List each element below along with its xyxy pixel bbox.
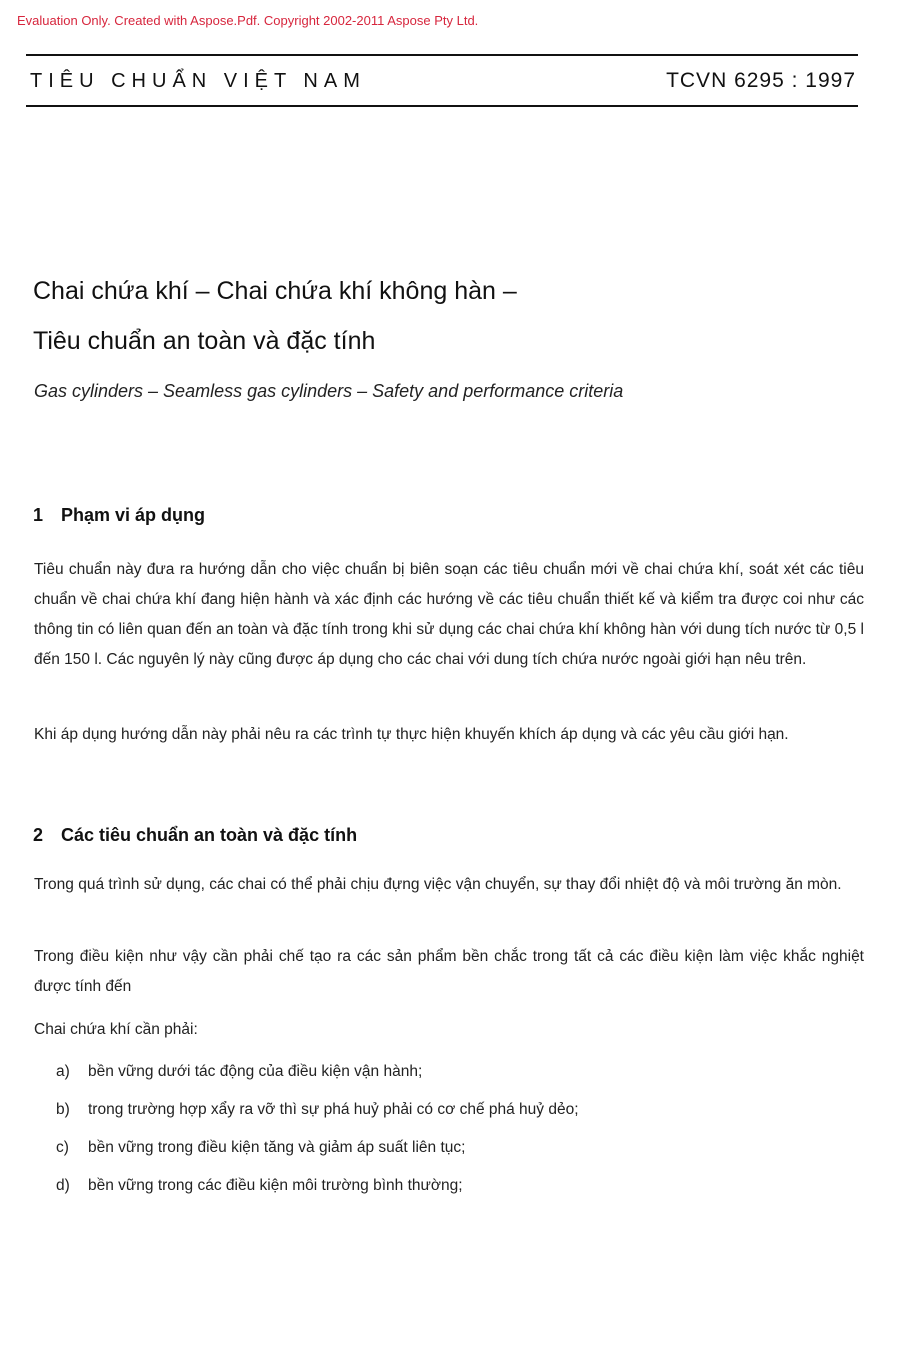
list-item-text: trong trường hợp xẩy ra vỡ thì sự phá huỷ phải có cơ chế phá huỷ dẻo; [88,1101,579,1118]
list-item [56,1063,422,1081]
list-item-text: bền vững dưới tác động của điều kiện vận hành; [88,1063,423,1080]
standard-series: TIÊU CHUẨN VIỆT NAM [30,70,366,92]
section-2-paragraph-1: Trong quá trình sử dụng, các chai có thể phải chịu đựng việc vận chuyển, sự thay đổi nhiệt độ và môi trường ăn mòn. [34,876,842,893]
list-item-text: bền vững trong các điều kiện môi trường bình thường; [88,1177,463,1194]
list-item-label: d) [56,1177,70,1194]
section-2-heading [33,825,357,846]
header-top-rule [26,54,858,56]
english-title: Gas cylinders – Seamless gas cylinders – Safety and performance criteria [34,381,624,401]
list-item-label: c) [56,1139,69,1156]
section-number: 2 [33,825,44,845]
standard-number: TCVN 6295 : 1997 [666,69,856,92]
list-item [56,1177,463,1195]
section-title: Các tiêu chuẩn an toàn và đặc tính [61,825,358,845]
section-1-heading [33,505,205,526]
section-number: 1 [33,505,44,525]
watermark: Evaluation Only. Created with Aspose.Pdf. Copyright 2002-2011 Aspose Pty Ltd. [17,13,479,28]
document-title-line1: Chai chứa khí – Chai chứa khí không hàn – [33,277,517,305]
section-title: Phạm vi áp dụng [61,505,206,525]
document-title-line2: Tiêu chuẩn an toàn và đặc tính [33,327,376,355]
section-2-paragraph-2: Trong điều kiện như vậy cần phải chế tạo ra các sản phẩm bền chắc trong tất cả các điều kiện làm việc khắc nghiệt được tính đến [34,948,864,995]
section-1-paragraph-2: Khi áp dụng hướng dẫn này phải nêu ra các trình tự thực hiện khuyến khích áp dụng và các yêu cầu giới hạn. [34,726,789,743]
list-item-text: bền vững trong điều kiện tăng và giảm áp suất liên tục; [88,1139,466,1156]
list-item-label: a) [56,1063,70,1080]
section-1-paragraph-1: Tiêu chuẩn này đưa ra hướng dẫn cho việc chuẩn bị biên soạn các tiêu chuẩn mới về chai chứa khí, soát xét các tiêu chuẩn về chai chứa khí đang hiện hành và xác định các hướng về các tiêu chuẩn thiết kế và kiểm tra được coi như các thông tin có liên quan đến an toàn và đặc tính trong khi sử dụng các chai chứa khí không hàn với dung tích nước từ 0,5 l đến 150 l. Các nguyên lý này cũng được áp dụng cho các chai với dung tích chứa nước ngoài giới hạn nêu trên. [34,561,864,668]
requirements-intro: Chai chứa khí cần phải: [34,1021,198,1038]
header-bottom-rule [26,105,858,107]
list-item-label: b) [56,1101,70,1118]
list-item [56,1101,579,1119]
list-item [56,1139,465,1157]
